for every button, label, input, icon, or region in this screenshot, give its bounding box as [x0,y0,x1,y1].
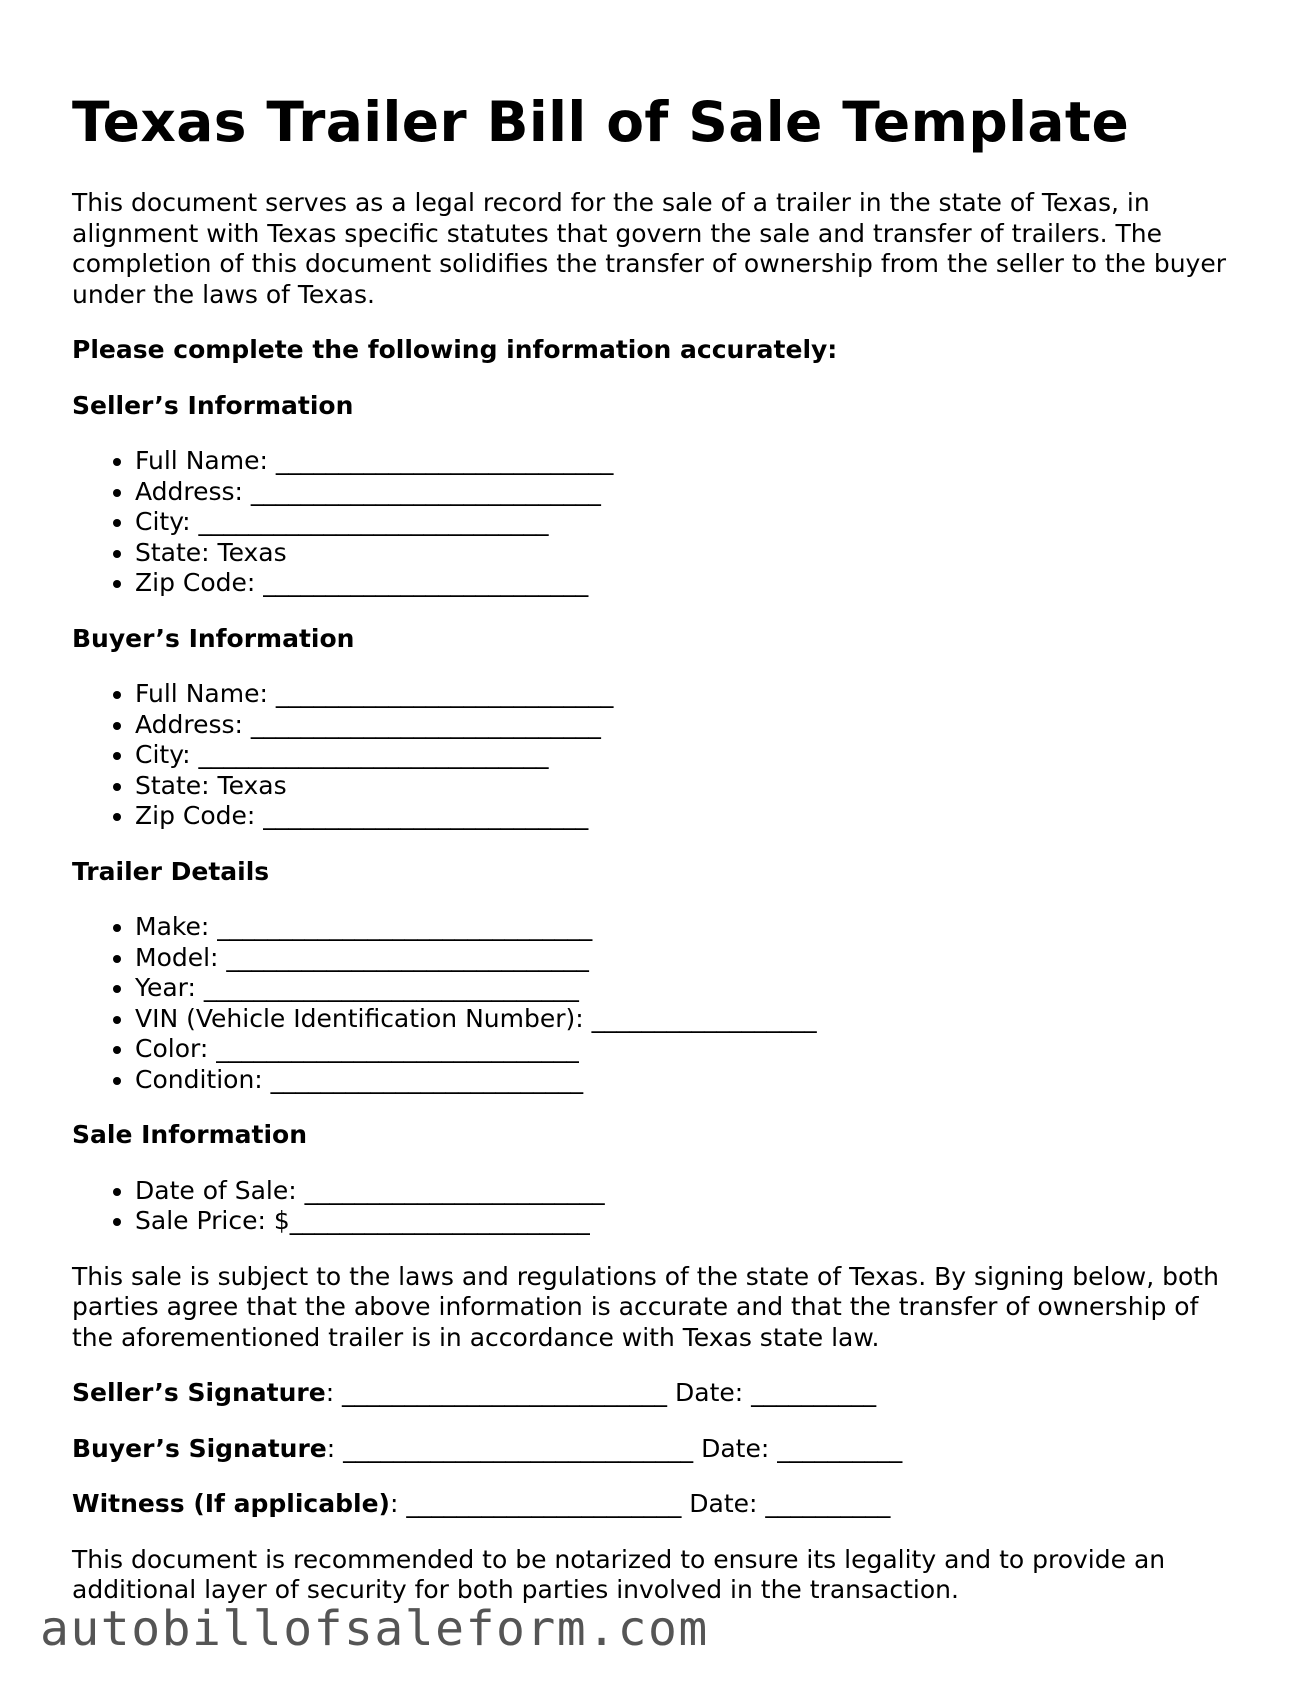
sale-price-field[interactable]: • Sale Price: $________________________ [135,1206,1237,1237]
trailer-heading: Trailer Details [72,856,270,886]
page-title: Texas Trailer Bill of Sale Template [72,90,1130,154]
document-page [72,86,1237,1606]
trailer-vin-field[interactable]: • VIN (Vehicle Identification Number): __________________ [135,1004,1237,1035]
agreement-paragraph: This sale is subject to the laws and regulations of the state of Texas. By signing below, both parties agree that the above information is accurate and that the transfer of ownership of the aforementioned trailer is in accordance with Texas state law. [72,1261,1219,1352]
seller-zip-field[interactable]: • Zip Code: __________________________ [135,568,1237,599]
intro-paragraph: This document serves as a legal record for the sale of a trailer in the state of Texas, in alignment with Texas specific statutes that govern the sale and transfer of trailers. The completion of this document solidifies the transfer of ownership from the seller to the buyer under the laws of Texas. [72,188,1227,309]
trailer-field-list [72,912,1237,1095]
buyer-address-field[interactable]: • Address: ____________________________ [135,710,1237,741]
sale-heading: Sale Information [72,1120,307,1149]
seller-signature-line[interactable] [72,1378,1237,1409]
trailer-year-field[interactable]: • Year: ______________________________ [135,973,1237,1004]
buyer-signature-label: Buyer’s Signature [72,1433,327,1463]
seller-address-field[interactable]: • Address: ____________________________ [135,477,1237,508]
seller-signature-label: Seller’s Signature [72,1378,326,1407]
buyer-city-field[interactable]: • City: ____________________________ [135,740,1237,771]
sale-date-field[interactable]: • Date of Sale: ________________________ [135,1176,1237,1207]
closing-paragraph: This document is recommended to be notarized to ensure its legality and to provide an additional layer of security for both parties involved in the transaction. [72,1544,1166,1604]
buyer-full-name-field[interactable]: • Full Name: ___________________________ [135,679,1237,710]
buyer-heading: Buyer’s Information [72,623,355,653]
trailer-make-field[interactable]: • Make: ______________________________ [135,912,1237,943]
trailer-condition-field[interactable]: • Condition: _________________________ [135,1065,1237,1096]
instruction-text: Please complete the following information accurately: [72,335,838,364]
seller-signature-blank[interactable]: : __________________________ Date: __________ [325,1378,877,1407]
buyer-state-field: • State: Texas [135,771,1237,802]
witness-signature-line[interactable] [72,1489,1237,1520]
seller-state-field: • State: Texas [135,538,1237,569]
trailer-model-field[interactable]: • Model: _____________________________ [135,943,1237,974]
buyer-signature-blank[interactable]: : ____________________________ Date: __________ [326,1433,903,1463]
seller-field-list [72,446,1237,599]
buyer-signature-line[interactable] [72,1434,1237,1465]
seller-full-name-field[interactable]: • Full Name: ___________________________ [135,446,1237,477]
witness-signature-blank[interactable]: : ______________________ Date: __________ [389,1489,891,1518]
buyer-zip-field[interactable]: • Zip Code: __________________________ [135,801,1237,832]
site-watermark: autobillofsaleform.com [40,1601,709,1657]
seller-heading: Seller’s Information [72,390,354,420]
sale-field-list [72,1176,1237,1237]
trailer-color-field[interactable]: • Color: _____________________________ [135,1034,1237,1065]
seller-city-field[interactable]: • City: ____________________________ [135,507,1237,538]
buyer-field-list [72,679,1237,832]
witness-signature-label: Witness (If applicable) [72,1489,390,1518]
